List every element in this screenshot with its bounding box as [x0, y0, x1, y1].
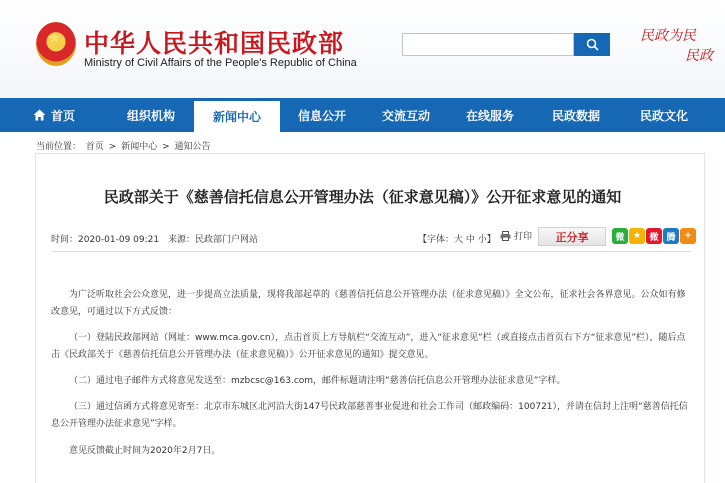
nav-item-online-service[interactable] — [448, 98, 532, 132]
national-emblem-icon[interactable]: ★ — [36, 22, 76, 66]
nav-item-label: 在线服务 — [465, 108, 514, 123]
font-size-control[interactable]: 【字体：大 中 小】 — [418, 235, 496, 245]
nav-item-label: 民政数据 — [551, 108, 600, 123]
tencent-weibo-icon[interactable]: 腾 — [663, 228, 679, 244]
nav-item-interaction[interactable] — [364, 98, 448, 132]
nav-item-label: 新闻中心 — [212, 110, 261, 124]
article-source: 来源：民政部门户网站 — [167, 235, 258, 245]
nav-item-organization[interactable] — [108, 98, 194, 132]
share-icons — [612, 228, 697, 244]
qzone-icon[interactable]: ★ — [629, 228, 645, 244]
article-title: 民政部关于《慈善信托信息公开管理办法（征求意见稿）》公开征求意见的通知 — [103, 188, 622, 206]
search-input[interactable] — [402, 33, 574, 56]
print-button[interactable] — [500, 229, 532, 242]
paragraph-method-2: （二）通过电子邮件方式将意见发送至：mzbcsc@163.com，邮件标题请注明“慈善信托信息公开管理办法征求意见”字样。 — [69, 376, 566, 386]
slogan-line-1: 民政为民 — [640, 28, 696, 44]
nav-item-label: 交流互动 — [381, 108, 430, 123]
paragraph-method-3: （三）通过信函方式将意见寄至：北京市东城区北河沿大街147号民政部慈善事业促进和社会工作司（邮政编码：100721），并请在信封上注明“慈善信托信息公开管理办法征求意见”字样。 — [51, 402, 688, 429]
paragraph-method-1: （一）登陆民政部网站（网址：www.mca.gov.cn），点击首页上方导航栏“交流互动”，进入“征求意见”栏（或直接点击首页右下方“征求意见”栏），随后点击《民政部关于《慈善信托信息公开管理办法（征求意见稿）》公开征求意见的通知》提交意见。 — [51, 333, 686, 360]
breadcrumb-separator: > — [162, 142, 170, 152]
breadcrumb-separator: > — [108, 142, 117, 152]
nav-item-news[interactable] — [194, 98, 280, 132]
search-icon — [586, 38, 599, 51]
nav-item-label: 信息公开 — [297, 108, 346, 123]
nav-item-label: 民政文化 — [639, 108, 688, 123]
paragraph-intro: 为广泛听取社会公众意见，进一步提高立法质量，现将我部起草的《慈善信托信息公开管理办法（征求意见稿）》全文公布，征求社会各界意见。公众如有修改意见，可通过以下方式反馈： — [51, 290, 686, 317]
nav-item-culture[interactable] — [620, 98, 708, 132]
search-button[interactable] — [574, 33, 610, 56]
nav-item-data[interactable] — [532, 98, 620, 132]
breadcrumb-notices[interactable]: 通知公告 — [174, 142, 211, 152]
slogan-line-2: 民政 — [685, 48, 713, 64]
breadcrumb-news[interactable]: 新闻中心 — [121, 142, 158, 152]
publish-time: 时间：2020-01-09 09:21 — [51, 235, 160, 245]
nav-item-home[interactable] — [0, 98, 108, 132]
breadcrumb-home[interactable]: 首页 — [85, 142, 104, 152]
main-nav — [0, 98, 725, 132]
site-title-en: Ministry of Civil Affairs of the People's Republic of China — [84, 57, 357, 69]
nav-item-label: 首页 — [50, 108, 75, 123]
nav-item-label: 组织机构 — [126, 108, 175, 123]
weibo-icon[interactable]: 微 — [646, 228, 662, 244]
site-header — [0, 0, 725, 98]
home-icon — [33, 109, 46, 121]
nav-item-info-disclosure[interactable] — [280, 98, 364, 132]
print-label: 打印 — [514, 232, 533, 242]
printer-icon — [500, 231, 511, 241]
slogan — [630, 26, 720, 70]
share-button[interactable]: 正分享 — [538, 227, 606, 246]
wechat-icon[interactable]: 微 — [612, 228, 628, 244]
breadcrumb — [36, 139, 213, 152]
paragraph-deadline: 意见反馈截止时间为2020年2月7日。 — [69, 446, 221, 456]
divider — [51, 251, 691, 252]
more-icon[interactable]: + — [680, 228, 696, 244]
breadcrumb-prefix: 当前位置： — [36, 142, 82, 152]
article-meta — [51, 232, 264, 245]
site-title[interactable]: 中华人民共和国民政部 — [84, 29, 345, 58]
